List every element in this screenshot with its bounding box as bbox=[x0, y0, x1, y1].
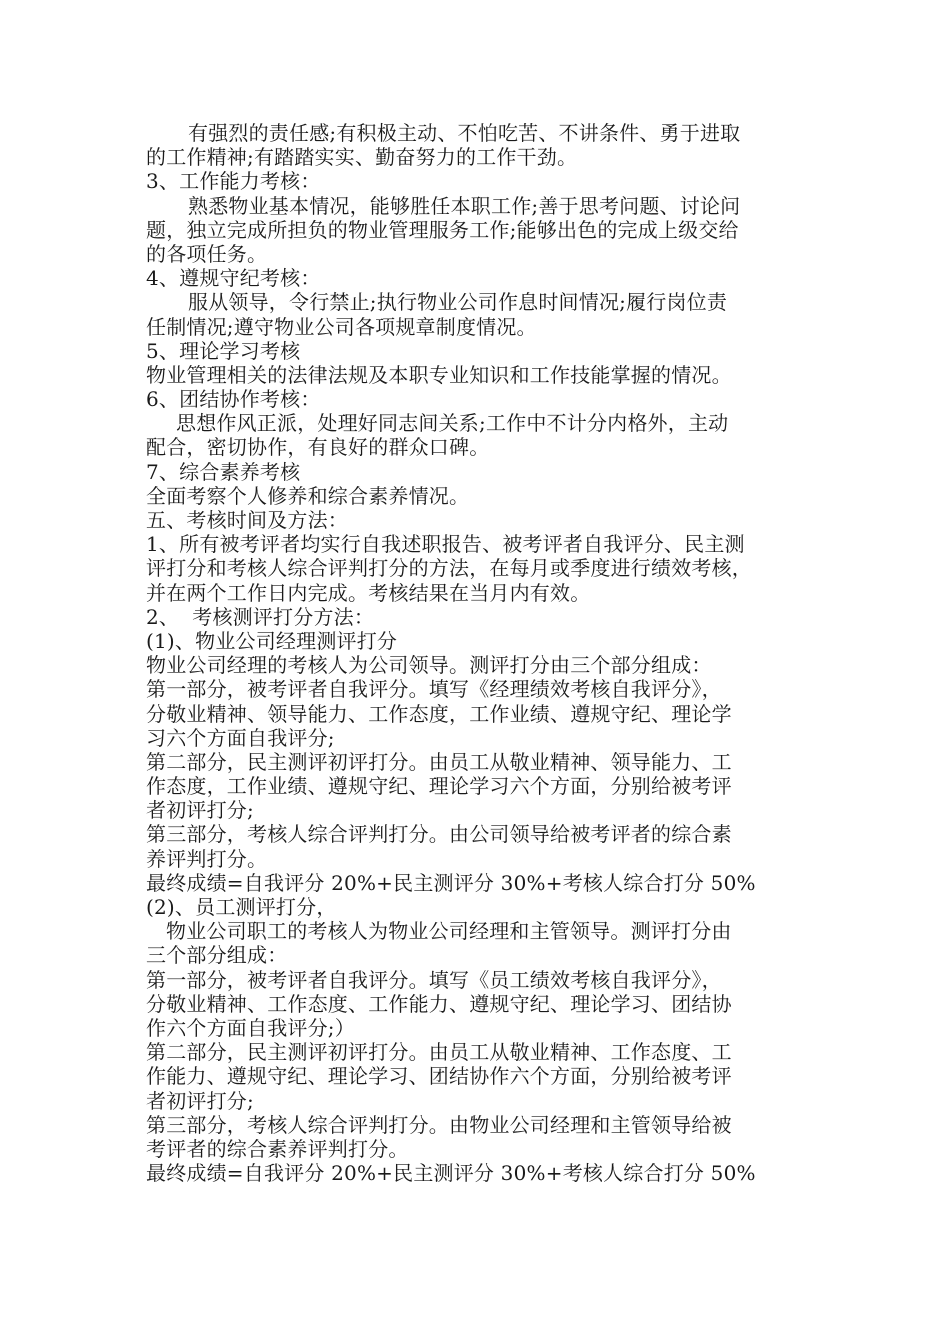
text-line: 作态度，工作业绩、遵规守纪、理论学习六个方面，分别给被考评 bbox=[146, 774, 732, 799]
text-line: 最终成绩=自我评分 20%+民主测评分 30%+考核人综合打分 50% bbox=[146, 870, 756, 895]
text-line: 最终成绩=自我评分 20%+民主测评分 30%+考核人综合打分 50% bbox=[146, 1161, 756, 1186]
text-line: 3、工作能力考核： bbox=[146, 169, 321, 194]
text-line: 养评判打分。 bbox=[146, 846, 268, 871]
text-line: 第一部分，被考评者自我评分。填写《经理绩效考核自我评分》， bbox=[146, 677, 722, 702]
text-line: 思想作风正派，处理好同志间关系;工作中不计分内格外，主动 bbox=[176, 411, 729, 436]
text-line: (1)、物业公司经理测评打分 bbox=[146, 628, 398, 653]
text-line: 作六个方面自我评分;） bbox=[146, 1015, 355, 1040]
text-line: 服从领导，令行禁止;执行物业公司作息时间情况;履行岗位责 bbox=[188, 290, 728, 315]
text-line: 分敬业精神、领导能力、工作态度，工作业绩、遵规守纪、理论学 bbox=[146, 701, 732, 726]
text-line: 物业公司职工的考核人为物业公司经理和主管领导。测评打分由 bbox=[166, 919, 732, 944]
text-line: 者初评打分; bbox=[146, 1088, 254, 1113]
text-line: 评打分和考核人综合评判打分的方法，在每月或季度进行绩效考核， bbox=[146, 556, 752, 581]
text-line: 有强烈的责任感;有积极主动、不怕吃苦、不讲条件、勇于进取 bbox=[188, 121, 741, 145]
text-line: 作能力、遵规守纪、理论学习、团结协作六个方面，分别给被考评 bbox=[146, 1064, 732, 1089]
text-line: 熟悉物业基本情况，能够胜任本职工作;善于思考问题、讨论问 bbox=[188, 193, 741, 218]
text-line: 并在两个工作日内完成。考核结果在当月内有效。 bbox=[146, 580, 591, 605]
text-line: 五、考核时间及方法： bbox=[146, 508, 348, 532]
text-line: 者初评打分; bbox=[146, 798, 254, 823]
text-line: 题，独立完成所担负的物业管理服务工作;能够出色的完成上级交给 bbox=[146, 217, 739, 242]
text-line: 任制情况;遵守物业公司各项规章制度情况。 bbox=[146, 314, 537, 339]
text-line: 物业管理相关的法律法规及本职专业知识和工作技能掌握的情况。 bbox=[146, 362, 732, 387]
text-line: 5、理论学习考核 bbox=[146, 338, 301, 363]
text-line: 三个部分组成： bbox=[146, 943, 288, 968]
text-line: 4、遵规守纪考核： bbox=[146, 266, 321, 291]
text-line: 第三部分，考核人综合评判打分。由物业公司经理和主管领导给被 bbox=[146, 1112, 732, 1137]
text-line: 的各项任务。 bbox=[146, 241, 268, 266]
text-line: 配合，密切协作，有良好的群众口碑。 bbox=[146, 435, 490, 460]
text-line: 全面考察个人修养和综合素养情况。 bbox=[146, 483, 470, 508]
text-line: 的工作精神;有踏踏实实、勤奋努力的工作干劲。 bbox=[146, 145, 578, 170]
text-line: 第二部分，民主测评初评打分。由员工从敬业精神、工作态度、工 bbox=[146, 1040, 732, 1065]
text-line: 分敬业精神、工作态度、工作能力、遵规守纪、理论学习、团结协 bbox=[146, 991, 732, 1016]
text-line: (2)、员工测评打分， bbox=[146, 895, 337, 919]
text-line: 考评者的综合素养评判打分。 bbox=[146, 1136, 409, 1161]
document-body bbox=[146, 121, 810, 1185]
text-line: 6、团结协作考核： bbox=[146, 387, 321, 412]
text-line: 2、 考核测评打分方法： bbox=[146, 604, 375, 629]
text-line: 习六个方面自我评分; bbox=[146, 725, 335, 750]
text-line: 1、所有被考评者均实行自我述职报告、被考评者自我评分、民主测 bbox=[146, 532, 745, 557]
text-line: 7、综合素养考核 bbox=[146, 459, 301, 484]
text-line: 第一部分，被考评者自我评分。填写《员工绩效考核自我评分》， bbox=[146, 967, 722, 992]
text-line: 第三部分，考核人综合评判打分。由公司领导给被考评者的综合素 bbox=[146, 822, 732, 847]
text-line: 第二部分，民主测评初评打分。由员工从敬业精神、领导能力、工 bbox=[146, 749, 732, 774]
text-line: 物业公司经理的考核人为公司领导。测评打分由三个部分组成： bbox=[146, 653, 712, 678]
